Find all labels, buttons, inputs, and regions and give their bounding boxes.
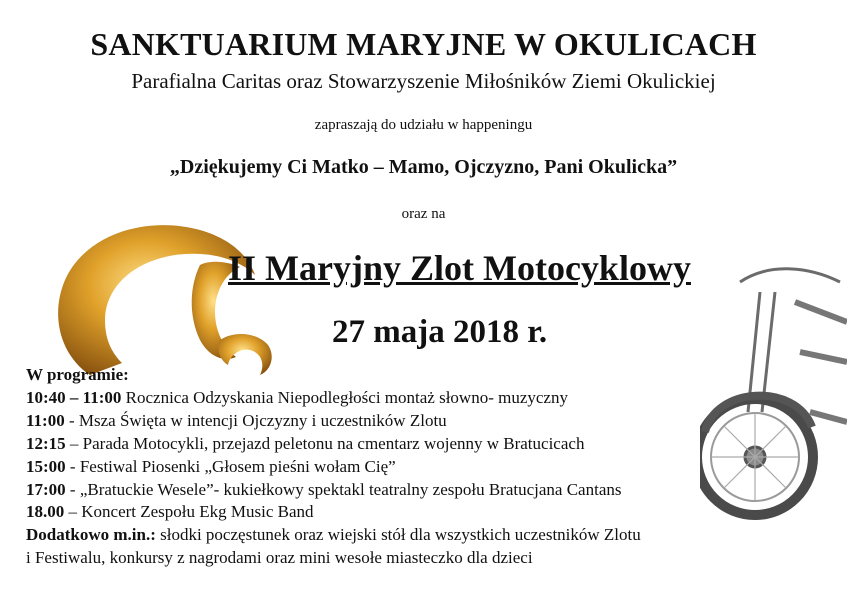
happening-title: „Dziękujemy Ci Matko – Mamo, Ojczyzno, Pani Okulicka” [169, 156, 678, 178]
program-item: 18.00 – Koncert Zespołu Ekg Music Band [26, 502, 314, 522]
invitation-line: zapraszają do udziału w happeningu [314, 117, 533, 133]
and-also-line: oraz na [401, 206, 446, 222]
program-extra: Dodatkowo m.in.: słodki poczęstunek oraz wiejski stół dla wszystkich uczestników Zlotu [26, 525, 641, 545]
program-item: 15:00 - Festiwal Piosenki „Głosem pieśni wołam Cię” [26, 456, 396, 476]
program-heading: W programie: [26, 365, 129, 384]
program-extra-continued: i Festiwalu, konkursy z nagrodami oraz mini wesołe miasteczko dla dzieci [26, 548, 533, 568]
handlebar [740, 269, 840, 282]
sanctuary-logo [50, 205, 280, 380]
program-item: 17:00 - „Bratuckie Wesele”- kukiełkowy spektakl teatralny zespołu Bratucjana Cantans [26, 479, 622, 499]
program-item: 10:40 – 11:00 Rocznica Odzyskania Niepodległości montaż słowno- muzyczny [26, 387, 568, 407]
event-title: II Maryjny Zlot Motocyklowy [228, 248, 691, 288]
organizers: Parafialna Caritas oraz Stowarzyszenie Miłośników Ziemi Okulickiej [131, 69, 716, 93]
program-item: 11:00 - Msza Święta w intencji Ojczyzny i uczestników Zlotu [26, 410, 447, 430]
page-title: SANKTUARIUM MARYJNE W OKULICACH [90, 26, 757, 62]
program-section [26, 364, 826, 570]
program-item: 12:15 – Parada Motocykli, przejazd peletonu na cmentarz wojenny w Bratucicach [26, 433, 585, 453]
event-date: 27 maja 2018 r. [332, 314, 548, 350]
